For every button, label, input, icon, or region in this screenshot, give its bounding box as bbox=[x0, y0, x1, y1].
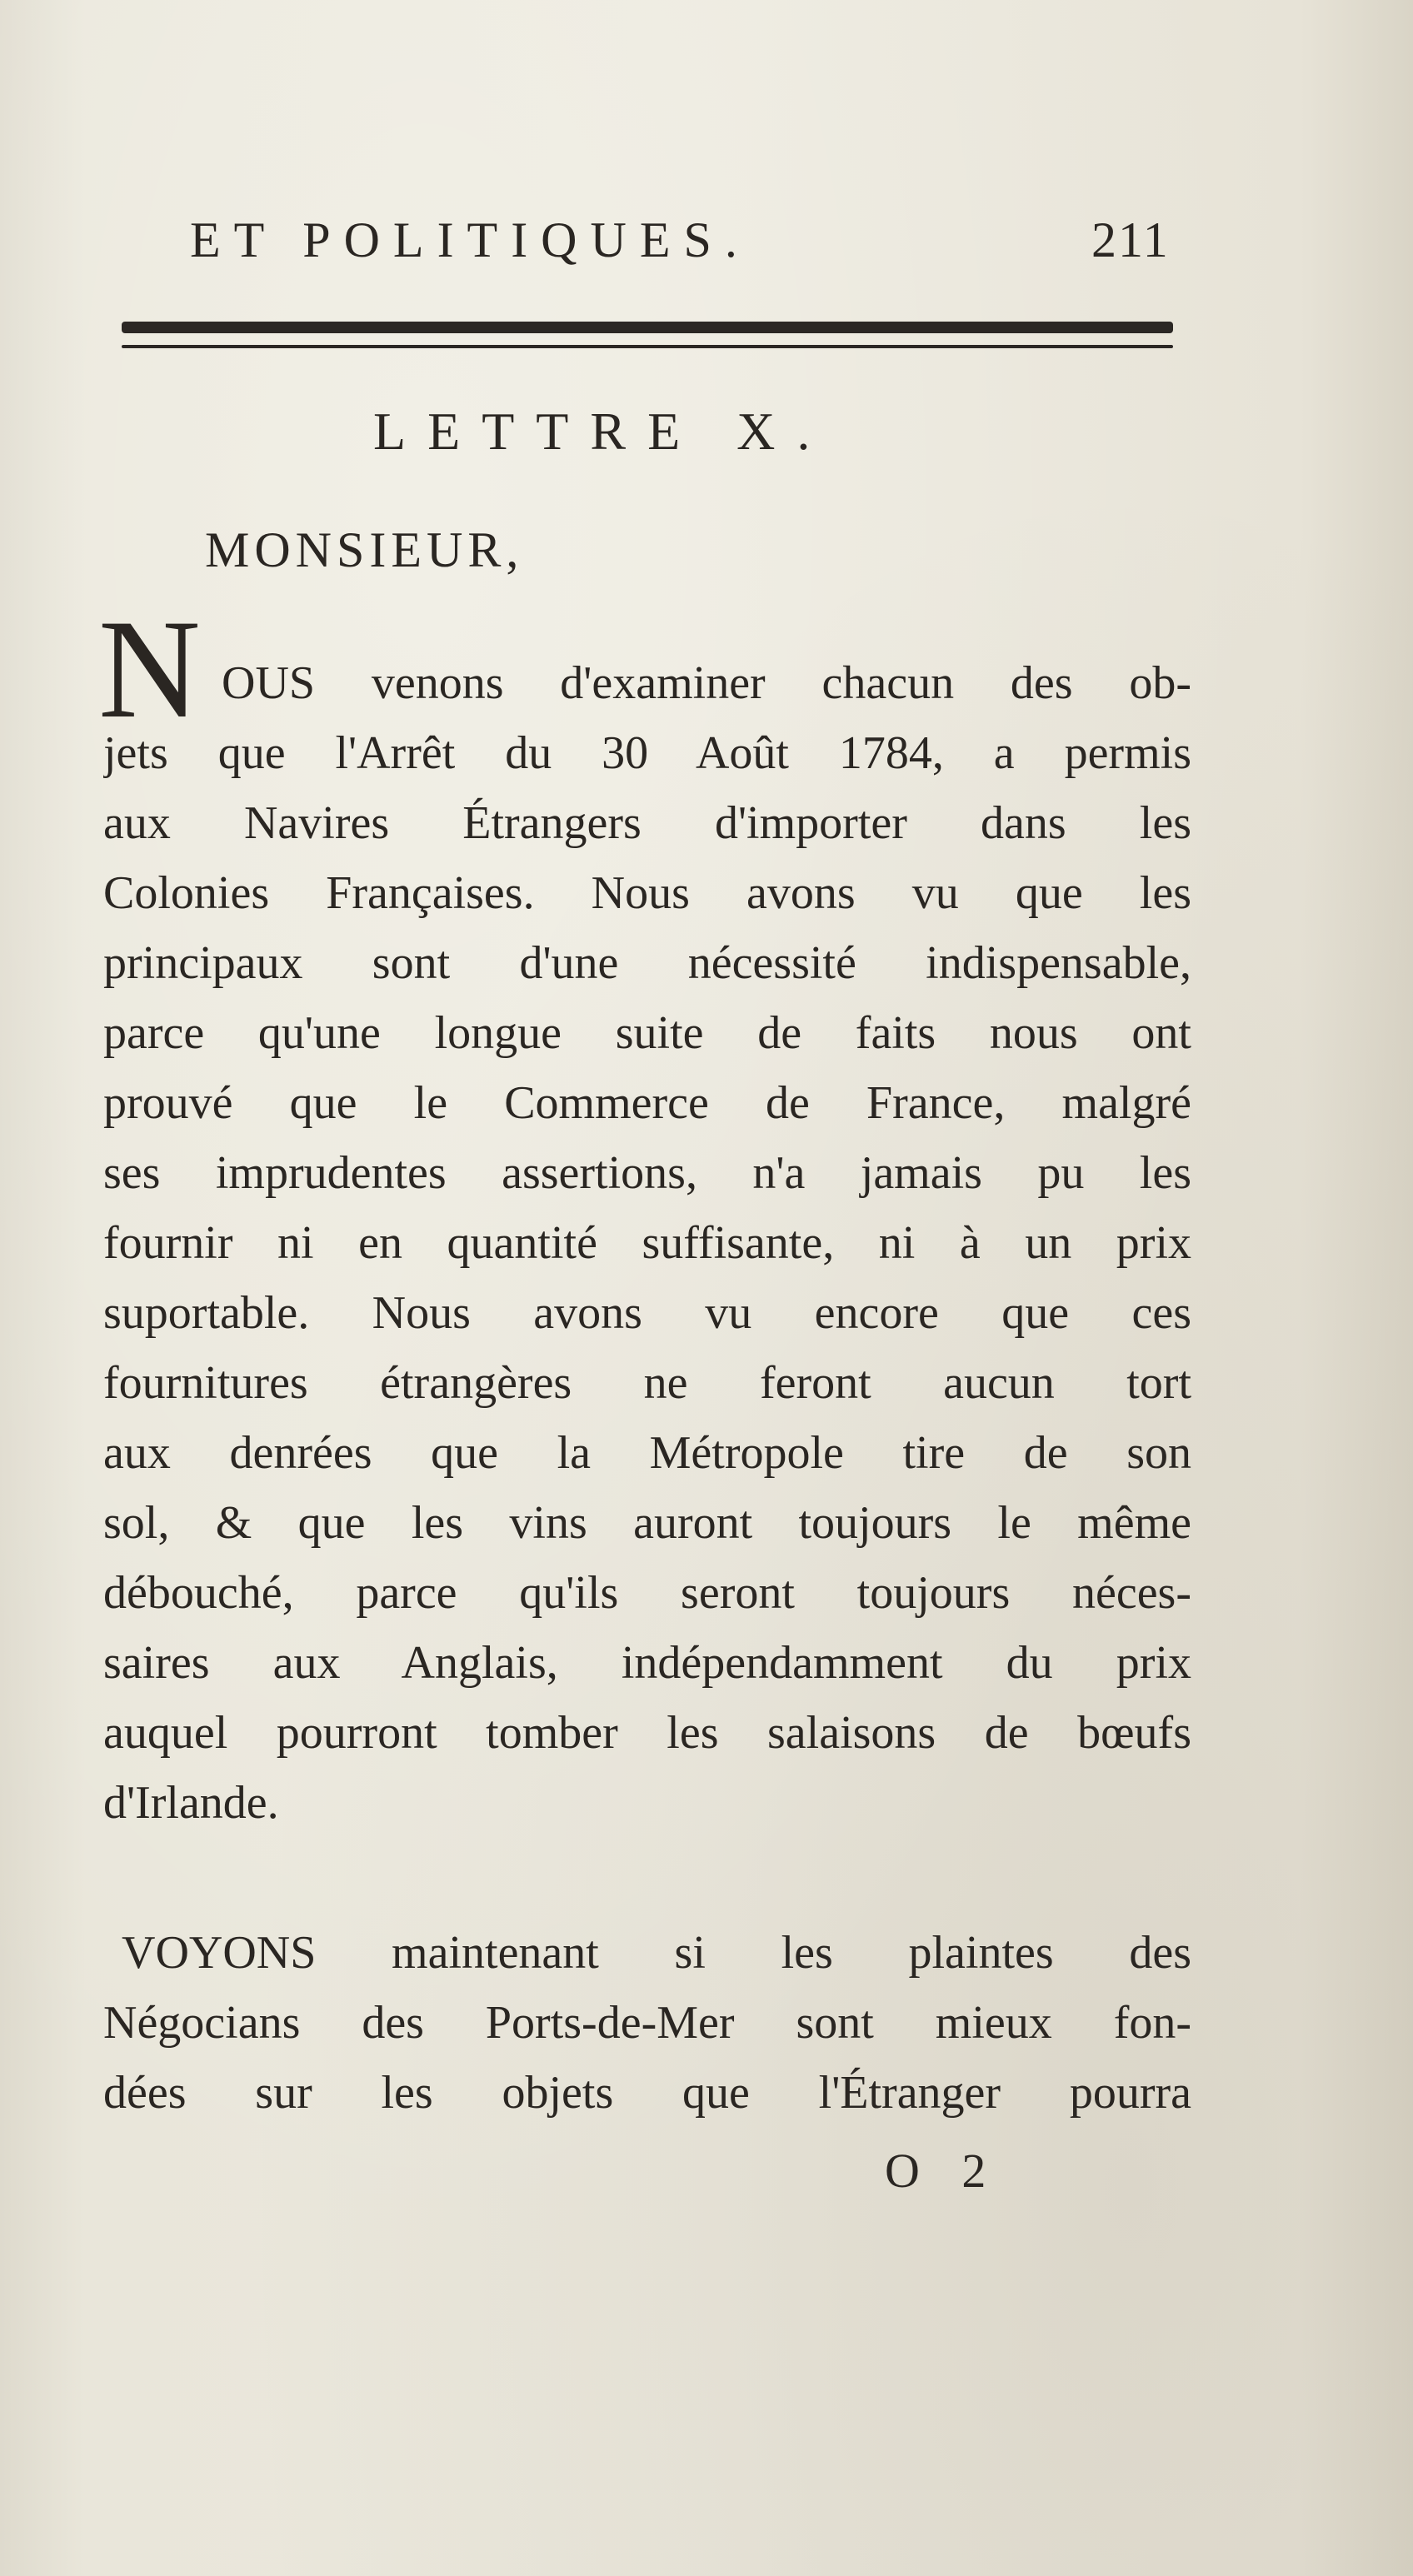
text-line: d'Irlande. bbox=[103, 1777, 279, 1829]
text-line: fournir ni en quantité suffisante, ni à un prix bbox=[103, 1217, 1191, 1269]
text-line: auquel pourront tomber les salaisons de bœufs bbox=[103, 1707, 1191, 1759]
header-rule-thick bbox=[122, 322, 1173, 333]
running-head: ET POLITIQUES. bbox=[190, 212, 751, 267]
text-line: débouché, parce qu'ils seront toujours néces- bbox=[103, 1567, 1191, 1619]
page-number: 211 bbox=[1091, 212, 1170, 267]
text-line: VOYONS maintenant si les plaintes des bbox=[122, 1927, 1191, 1979]
text-line: saires aux Anglais, indépendamment du prix bbox=[103, 1637, 1191, 1689]
text-line: fournitures étrangères ne feront aucun tort bbox=[103, 1357, 1191, 1409]
text-line: jets que l'Arrêt du 30 Août 1784, a permis bbox=[103, 727, 1191, 779]
salutation: MONSIEUR, bbox=[205, 522, 524, 577]
paragraph-1 bbox=[103, 648, 1191, 1838]
text-line: aux denrées que la Métropole tire de son bbox=[103, 1427, 1191, 1479]
paragraph-2 bbox=[103, 1918, 1191, 2128]
text-line: Colonies Françaises. Nous avons vu que les bbox=[103, 867, 1191, 919]
drop-cap: N bbox=[98, 591, 201, 747]
text-line: dées sur les objets que l'Étranger pourra bbox=[103, 2067, 1191, 2119]
text-line: principaux sont d'une nécessité indispensable, bbox=[103, 937, 1191, 989]
letter-title: LETTRE X. bbox=[373, 402, 832, 461]
text-line: ses imprudentes assertions, n'a jamais pu les bbox=[103, 1147, 1191, 1199]
text-line: aux Navires Étrangers d'importer dans les bbox=[103, 797, 1191, 849]
text-line: suportable. Nous avons vu encore que ces bbox=[103, 1287, 1191, 1339]
text-line: OUS venons d'examiner chacun des ob- bbox=[222, 657, 1191, 709]
text-line: Négocians des Ports-de-Mer sont mieux fon- bbox=[103, 1997, 1191, 2049]
text-line: prouvé que le Commerce de France, malgré bbox=[103, 1077, 1191, 1129]
header-rule-thin bbox=[122, 345, 1173, 348]
text-line: parce qu'une longue suite de faits nous ont bbox=[103, 1007, 1191, 1059]
text-line: sol, & que les vins auront toujours le même bbox=[103, 1497, 1191, 1549]
signature-mark: O 2 bbox=[885, 2144, 1001, 2198]
